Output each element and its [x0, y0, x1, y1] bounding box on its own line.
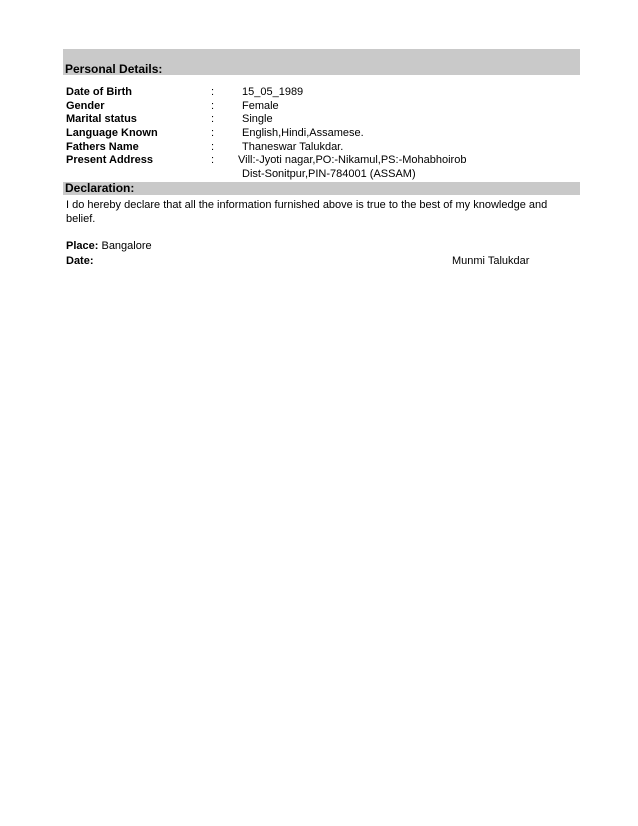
detail-value: 15_05_1989: [242, 86, 304, 98]
detail-value: English,Hindi,Assamese.: [242, 127, 364, 140]
detail-colon: :: [211, 154, 215, 167]
detail-label: Present Address: [66, 154, 154, 167]
detail-label: Date of Birth: [66, 86, 132, 98]
place-line: [66, 239, 152, 253]
detail-label: Marital status: [66, 113, 137, 126]
detail-label: Language Known: [66, 127, 158, 140]
personal-details-heading: Personal Details:: [63, 49, 580, 75]
signature-name: Munmi Talukdar: [452, 255, 530, 267]
place-label: Place:: [66, 240, 99, 252]
detail-colon: :: [211, 140, 215, 153]
detail-value: Single: [242, 113, 273, 126]
place-value: Bangalore: [98, 240, 152, 252]
detail-colon: :: [211, 113, 215, 126]
detail-value: Thaneswar Talukdar.: [242, 140, 344, 153]
date-label: Date:: [66, 255, 94, 267]
declaration-text: I do hereby declare that all the information furnished above is true to the best of my knowledge and belief.: [66, 199, 548, 225]
detail-colon: :: [211, 86, 215, 98]
detail-colon: :: [211, 127, 215, 140]
address-line-1: Vill:-Jyoti nagar,PO:-Nikamul,PS:-Mohabhoirob: [238, 154, 467, 167]
detail-label: Gender: [66, 99, 105, 112]
detail-colon: :: [211, 99, 215, 112]
detail-label: Fathers Name: [66, 140, 139, 153]
address-line-2: Dist-Sonitpur,PIN-784001 (ASSAM): [242, 168, 416, 181]
declaration-heading: Declaration:: [63, 182, 580, 195]
detail-value: Female: [242, 99, 279, 112]
